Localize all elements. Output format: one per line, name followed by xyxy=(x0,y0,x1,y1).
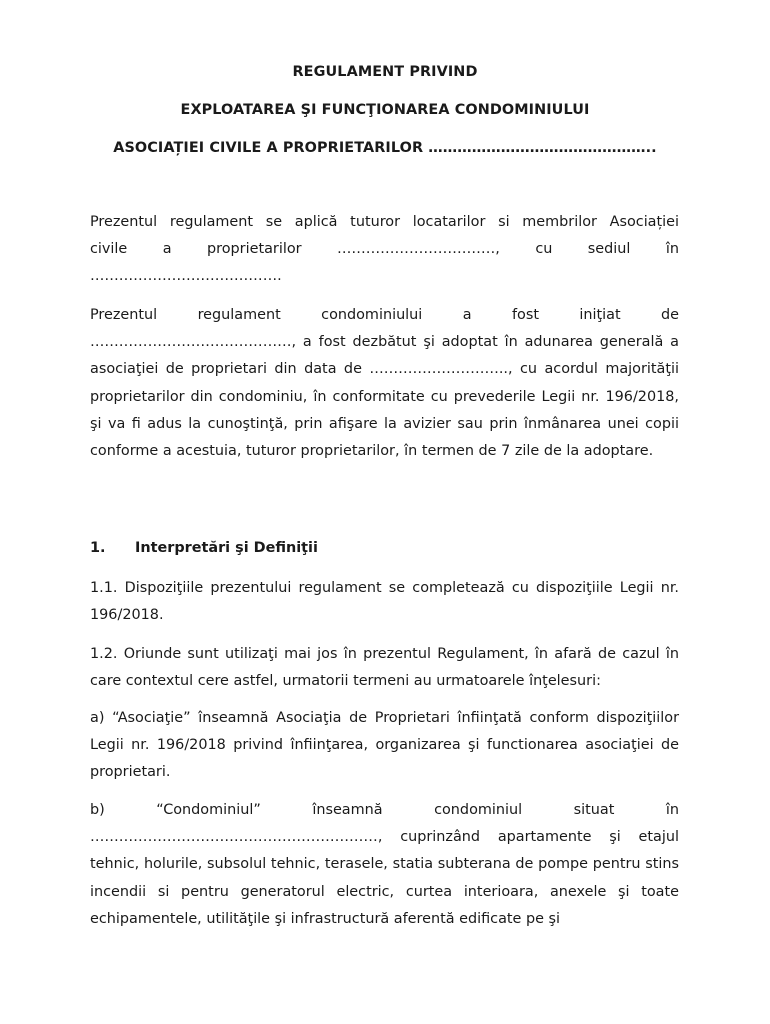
title-line-2: EXPLOATAREA ŞI FUNCŢIONAREA CONDOMINIULUI xyxy=(180,102,590,118)
definition-b-line-1: b) “Condominiul” înseamnă condominiul situat în xyxy=(90,802,679,818)
title-line-3: ASOCIAȚIEI CIVILE A PROPRIETARILOR ……………………………………….. xyxy=(113,140,657,156)
section-title: Interpretări şi Definiţii xyxy=(135,540,318,556)
intro-p2-line-1: Prezentul regulament condominiului a fost iniţiat de xyxy=(90,307,679,323)
intro-p2-rest: ……………………………………, a fost dezbătut şi adoptat în adunarea generală a asociaţiei de proprietari din data de ……………………….., cu acordul majorităţii proprietarilor din condominiu, în conformitate cu prevederile Legii nr. 196/2018, şi va fi adus la cunoştinţă, prin afişare la avizier sau prin înmânarea unei copii conforme a acestuia, tuturor proprietarilor, în termen de 7 zile de la adoptare. xyxy=(90,334,679,460)
section-number: 1. xyxy=(90,540,106,556)
section-heading xyxy=(90,540,318,556)
paragraph-1-2: 1.2. Oriunde sunt utilizaţi mai jos în prezentul Regulament, în afară de cazul în care contextul cere astfel, urmatorii termeni au urmatoarele înţelesuri: xyxy=(90,646,679,690)
intro-paragraph-1 xyxy=(90,209,679,291)
paragraph-1-1: 1.1. Dispoziţiile prezentului regulament se completează cu dispoziţiile Legii nr. 196/2018. xyxy=(90,580,679,624)
definition-b xyxy=(90,797,679,933)
intro-p1-line-3: …………………………………. xyxy=(90,268,282,285)
definition-a: a) “Asociaţie” înseamnă Asociaţia de Proprietari înfiinţată conform dispoziţiilor Legii nr. 196/2018 privind înfiinţarea, organizarea şi functionarea asociaţiei de proprietari. xyxy=(90,710,679,781)
intro-paragraph-2 xyxy=(90,302,679,465)
intro-p1-line-1: Prezentul regulament se aplică tuturor locatarilor si membrilor Asociației xyxy=(90,214,679,230)
definition-b-rest: ……………………………………………………, cuprinzând apartamente şi etajul tehnic, holurile, subsolul tehnic, terasele, statia subterana de pompe pentru stins incendii si pentru generatorul electric, curtea interioara, anexele şi toate echipamentele, utilităţile şi infrastructură aferentă edificate pe şi xyxy=(90,829,679,927)
title-line-1: REGULAMENT PRIVIND xyxy=(292,64,478,80)
intro-p1-line-2: civile a proprietarilor ……………………………, cu sediul în xyxy=(90,241,679,258)
